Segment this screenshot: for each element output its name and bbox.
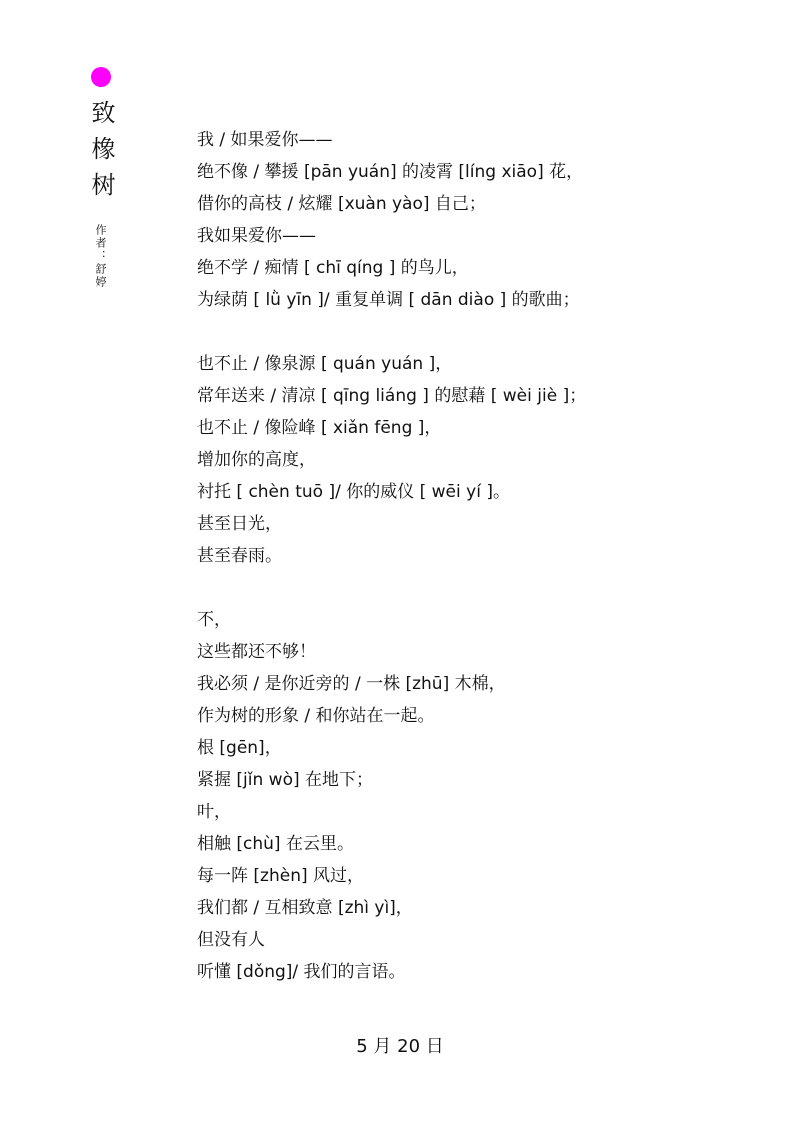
poem-line: 为绿荫 [ lǜ yīn ]/ 重复单调 [ dān diào ] 的歌曲； [197,290,580,310]
poem-line: 甚至日光， [197,514,282,534]
stanza [197,604,757,988]
poem-line: 听懂 [dǒng]/ 我们的言语。 [197,962,406,982]
poem-line: 甚至春雨。 [197,546,282,566]
poem-line: 紧握 [jǐn wò] 在地下； [197,770,374,790]
poem-author: 作者：舒婷 [94,224,107,289]
stanza [197,124,757,316]
poem-line: 增加你的高度， [197,450,316,470]
poem-line: 借你的高枝 / 炫耀 [xuàn yào] 自己； [197,194,486,214]
poem-line: 也不止 / 像泉源 [ quán yuán ]， [197,354,453,374]
poem-line: 叶， [197,802,231,822]
poem-line: 也不止 / 像险峰 [ xiǎn fēng ]， [197,418,442,438]
poem-line: 根 [gēn]， [197,738,282,758]
magenta-dot-icon [91,67,111,87]
poem-line: 常年送来 / 清凉 [ qīng liáng ] 的慰藉 [ wèi jiè ]； [197,386,587,406]
poem-line: 不， [197,610,231,630]
poem-date: 5 月 20 日 [356,1036,444,1057]
poem-line: 但没有人 [197,930,265,950]
poem-line: 我如果爱你—— [197,226,316,246]
poem-line: 绝不像 / 攀援 [pān yuán] 的凌霄 [líng xiāo] 花， [197,162,584,182]
poem-line: 我们都 / 互相致意 [zhì yì]， [197,898,413,918]
poem-line: 作为树的形象 / 和你站在一起。 [197,706,435,726]
poem-title: 致橡树 [87,100,115,208]
poem-line: 这些都还不够！ [197,642,316,662]
poem-line: 我必须 / 是你近旁的 / 一株 [zhū] 木棉， [197,674,506,694]
stanza [197,348,757,572]
poem-line: 相触 [chù] 在云里。 [197,834,354,854]
poem-body [197,124,757,1020]
poem-line: 衬托 [ chèn tuō ]/ 你的威仪 [ wēi yí ]。 [197,482,510,502]
poem-line: 绝不学 / 痴情 [ chī qíng ] 的鸟儿， [197,258,469,278]
poem-line: 我 / 如果爱你—— [197,130,333,150]
poem-line: 每一阵 [zhèn] 风过， [197,866,365,886]
